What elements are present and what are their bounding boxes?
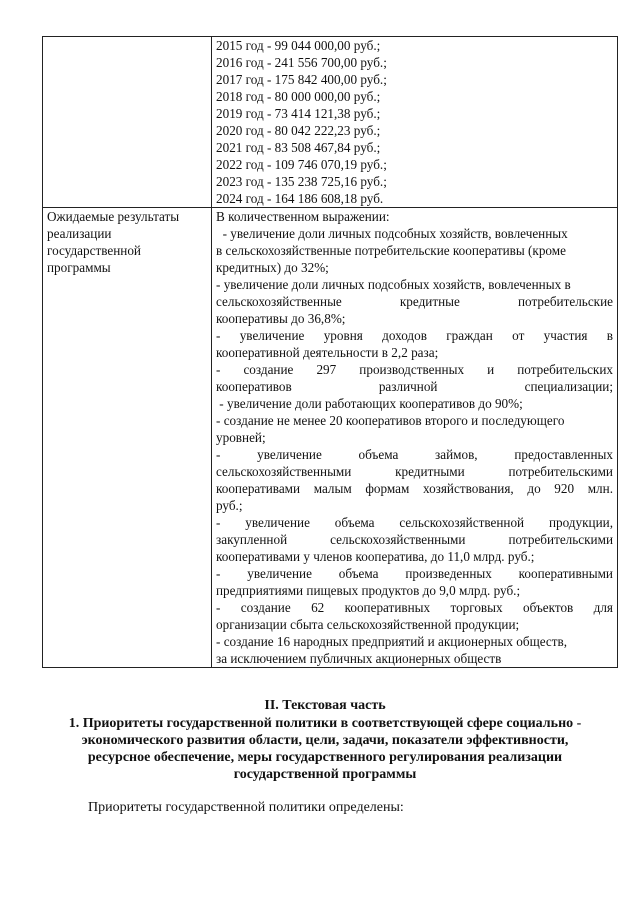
result-line: сельскохозяйственные кредитные потребительские — [216, 294, 613, 309]
result-line: закупленной сельскохозяйственными потребительскими — [216, 532, 613, 547]
funding-line: 2019 год - 73 414 121,38 руб.; — [216, 106, 381, 121]
heading-line: 1. Приоритеты государственной политики в соответствующей сфере социально - — [68, 716, 582, 731]
funding-line: 2017 год - 175 842 400,00 руб.; — [216, 72, 387, 87]
funding-line: 2021 год - 83 508 467,84 руб.; — [216, 140, 381, 155]
result-line: в сельскохозяйственные потребительские кооперативы (кроме — [216, 243, 566, 258]
result-line: кооперативной деятельности в 2,2 раза; — [216, 345, 439, 360]
result-line: кооперативов различной специализации; — [216, 379, 613, 394]
heading-line: экономического развития области, цели, задачи, показатели эффективности, — [81, 733, 569, 748]
result-line: сельскохозяйственными кредитными потребительскими — [216, 464, 613, 479]
results-label-line: Ожидаемые результаты — [47, 209, 180, 224]
result-line: руб.; — [216, 498, 243, 513]
result-line: предприятиями пищевых продуктов до 9,0 млрд. руб.; — [216, 583, 521, 598]
result-line: уровней; — [216, 430, 266, 445]
funding-line: 2023 год - 135 238 725,16 руб.; — [216, 174, 387, 189]
funding-line: 2018 год - 80 000 000,00 руб.; — [216, 89, 381, 104]
result-line: кредитных) до 32%; — [216, 260, 329, 275]
section-heading — [30, 715, 620, 783]
result-line: - создание 297 производственных и потребительских — [216, 362, 613, 377]
result-line: - создание 62 кооперативных торговых объектов для — [216, 600, 613, 615]
result-line: - создание 16 народных предприятий и акционерных обществ, — [216, 634, 568, 649]
funding-line: 2024 год - 164 186 608,18 руб. — [216, 191, 384, 206]
result-line: кооперативами у членов кооператива, до 11,0 млрд. руб.; — [216, 549, 535, 564]
result-line: В количественном выражении: — [216, 209, 390, 224]
funding-value-cell — [212, 37, 618, 208]
funding-row — [43, 37, 618, 208]
results-row — [43, 208, 618, 668]
results-label-line: программы — [47, 260, 111, 275]
funding-line: 2020 год - 80 042 222,23 руб.; — [216, 123, 381, 138]
result-line: кооперативы до 36,8%; — [216, 311, 346, 326]
result-line: - увеличение уровня доходов граждан от участия в — [216, 328, 613, 343]
result-line: организации сбыта сельскохозяйственной продукции; — [216, 617, 520, 632]
result-line: - увеличение доли личных подсобных хозяйств, вовлеченных — [216, 226, 568, 241]
result-line: - увеличение доли работающих кооперативов до 90%; — [216, 396, 523, 411]
result-line: за исключением публичных акционерных обществ — [216, 651, 502, 666]
result-line: кооперативами малым формам хозяйствования, до 920 млн. — [216, 481, 613, 496]
results-value-cell — [212, 208, 618, 668]
results-label-line: государственной — [47, 243, 141, 258]
section-title: II. Текстовая часть — [264, 698, 386, 713]
funding-line: 2015 год - 99 044 000,00 руб.; — [216, 38, 381, 53]
result-line: - увеличение доли личных подсобных хозяйств, вовлеченных в — [216, 277, 571, 292]
result-line: - увеличение объема произведенных кооперативными — [216, 566, 613, 581]
result-line: - создание не менее 20 кооперативов второго и последующего — [216, 413, 565, 428]
result-line: - увеличение объема сельскохозяйственной продукции, — [216, 515, 613, 530]
funding-label-cell — [43, 37, 212, 208]
results-label-cell — [43, 208, 212, 668]
result-line: - увеличение объема займов, предоставленных — [216, 447, 613, 462]
heading-line: государственной программы — [233, 767, 417, 782]
body-paragraph: Приоритеты государственной политики определены: — [88, 800, 404, 815]
heading-line: ресурсное обеспечение, меры государственного регулирования реализации — [87, 750, 563, 765]
results-label-line: реализации — [47, 226, 112, 241]
funding-line: 2022 год - 109 746 070,19 руб.; — [216, 157, 387, 172]
passport-table — [42, 36, 618, 668]
funding-line: 2016 год - 241 556 700,00 руб.; — [216, 55, 387, 70]
